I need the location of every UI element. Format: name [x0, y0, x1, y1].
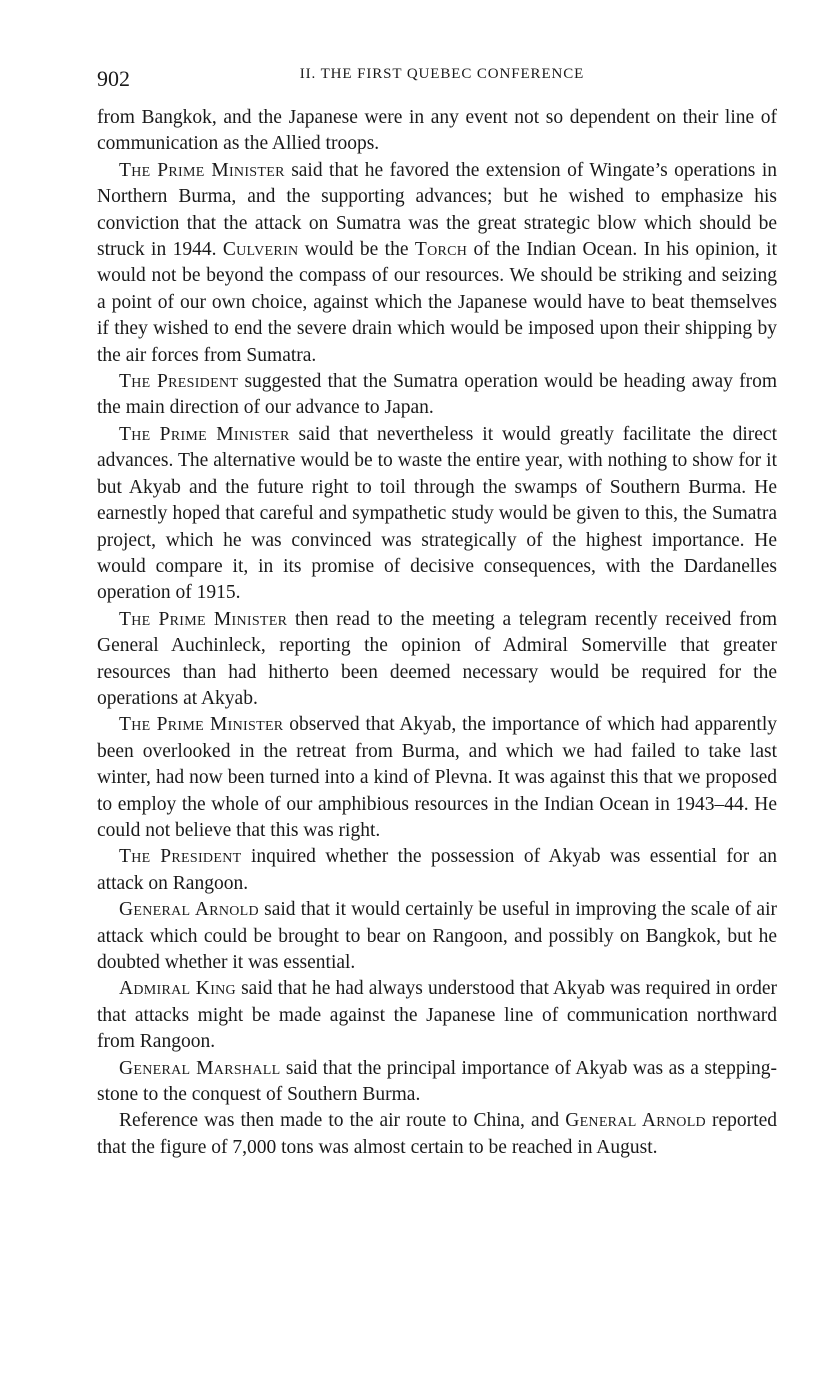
paragraph-6 [97, 712, 777, 844]
paragraph-2 [97, 158, 777, 369]
paragraph-text: Reference was then made to the air route to China, and [119, 1110, 566, 1132]
paragraph-text: said that he had always understood that Akyab was required in order that attacks might be made against the Japanese line of communication northward from Rangoon. [97, 978, 777, 1053]
running-title: II. THE FIRST QUEBEC CONFERENCE [299, 66, 585, 82]
speaker-name: General Arnold [119, 899, 259, 921]
body-text [97, 105, 777, 1161]
speaker-name: The Prime Minister [119, 608, 288, 630]
paragraph-10 [97, 1056, 777, 1109]
paragraph-text: of the Indian Ocean. In his opinion, it would not be beyond the compass of our resources. We should be striking and seizing a point of our own choice, against which the Japanese would have to beat themselves if they wished to end the severe drain which would be imposed upon their shipping by the air forces from Sumatra. [97, 239, 777, 366]
paragraph-text: said that he favored the extension of Wingate’s operations in Northern Burma, and the supporting advances; but he wished to emphasize his conviction that the attack on Sumatra was the great strategic blow which should be struck in 1944. [97, 159, 777, 261]
paragraph-text: said that it would certainly be useful in improving the scale of air attack which could be brought to bear on Rangoon, and possibly on Bangkok, but he doubted whether it was essential. [97, 899, 777, 973]
document-page [97, 60, 777, 1161]
speaker-name: The President [119, 846, 242, 868]
paragraph-text: suggested that the Sumatra operation would be heading away from the main direction of our advance to Japan. [97, 371, 777, 419]
paragraph-text: from Bangkok, and the Japanese were in any event not so dependent on their line of communication as the Allied troops. [97, 107, 777, 155]
paragraph-text: reported that the figure of 7,000 tons was almost certain to be reached in August. [97, 1110, 777, 1158]
page-number: 902 [97, 66, 130, 91]
speaker-name: General Marshall [119, 1057, 281, 1079]
speaker-name: The President [119, 371, 239, 393]
paragraph-4 [97, 422, 777, 607]
speaker-name: The Prime Minister [119, 159, 285, 181]
paragraph-5 [97, 607, 777, 713]
running-head [97, 60, 777, 100]
paragraph-text: said that the principal importance of Akyab was as a stepping-stone to the conquest of Southern Burma. [97, 1057, 777, 1106]
speaker-name: General Arnold [565, 1110, 706, 1132]
paragraph-3 [97, 369, 777, 422]
code-name: Culverin [222, 239, 299, 261]
paragraph-1 [97, 105, 777, 158]
paragraph-11 [97, 1108, 777, 1161]
speaker-name: The Prime Minister [119, 714, 284, 736]
speaker-name: The Prime Minister [119, 423, 290, 445]
paragraph-text: then read to the meeting a telegram recently received from General Auchinleck, reporting the opinion of Admiral Somerville that greater resources than had hitherto been deemed necessary would be required for the operations at Akyab. [97, 608, 777, 709]
paragraph-text: observed that Akyab, the importance of which had apparently been overlooked in the retreat from Burma, and which we had failed to take last winter, had now been turned into a kind of Plevna. It was against this that we proposed to employ the whole of our amphibious resources in the Indian Ocean in 1943–44. He could not believe that this was right. [97, 714, 777, 841]
paragraph-text: said that nevertheless it would greatly facilitate the direct advances. The alternative would be to waste the entire year, with nothing to show for it but Akyab and the future right to toil through the swamps of Southern Burma. He earnestly hoped that careful and sympathetic study would be given to this, the Sumatra project, which he was convinced was strategically of the highest importance. He would compare it, in its promise of decisive consequences, with the Dardanelles operation of 1915. [97, 423, 777, 604]
paragraph-8 [97, 897, 777, 976]
paragraph-7 [97, 844, 777, 897]
speaker-name: Admiral King [119, 978, 236, 1000]
paragraph-text: inquired whether the possession of Akyab was essential for an attack on Rangoon. [97, 846, 778, 894]
paragraph-9 [97, 976, 777, 1055]
code-name: Torch [414, 239, 468, 261]
paragraph-text: would be the [298, 239, 415, 261]
